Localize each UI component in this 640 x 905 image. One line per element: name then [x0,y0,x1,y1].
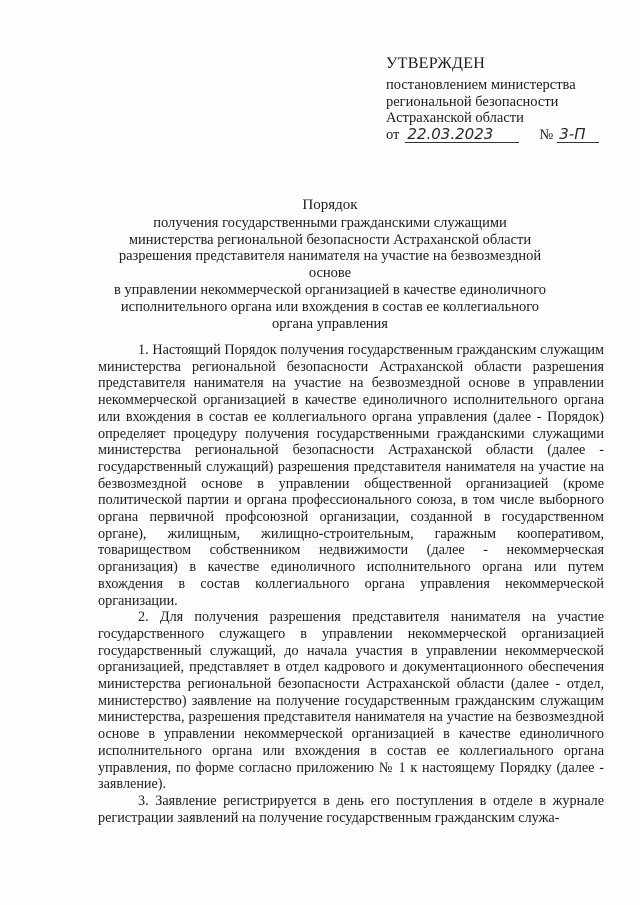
handwritten-date: 22.03.2023 [405,127,519,143]
document-body [98,342,604,826]
approval-line-1: постановлением министерства [386,76,576,93]
paragraph-1: 1. Настоящий Порядок получения государственным гражданским служащим министерства региональной безопасности Астраханской области разрешения представителя нанимателя на участие на безвозмездной основе в управлении некоммерческой организацией в качестве единоличного исполнительного органа или вхождения в состав ее коллегиального органа управления (далее - Порядок) определяет процедуру получения государственными гражданскими служащими министерства региональной безопасности Астраханской области (далее - государственный служащий) разрешения представителя нанимателя на участие на безвозмездной основе в управлении общественной организацией (кроме политической партии и органа профессионального союза, в том числе выборного органа первичной профсоюзной организации, созданной в государственном органе), жилищным, жилищно-строительным, гаражным кооперативом, товариществом собственником недвижимости (далее - некоммерческая организация) в качестве единоличного исполнительного органа или путем вхождения в состав коллегиального органа управления некоммерческой организации. [98,342,604,609]
from-label: от [386,127,400,144]
approval-stamp-block [386,56,626,144]
approval-line-2: региональной безопасности [386,93,559,110]
title-line: разрешения представителя нанимателя на участие на безвозмездной основе [118,248,542,282]
title-line: органа управления [272,315,388,332]
title-line: министерства региональной безопасности Астраханской области [128,231,532,248]
number-label: № [539,127,554,144]
approved-heading: УТВЕРЖДЕН [386,55,486,72]
title-heading: Порядок [302,197,358,213]
paragraph-2: 2. Для получения разрешения представителя нанимателя на участие государственного служащего в управлении некоммерческой организацией государственный служащий, до начала участия в управлении некоммерческой организацией, представляет в отдел кадрового и документационного обеспечения министерства региональной безопасности Астраханской области (далее - отдел, министерство) заявление на получение государственным гражданским служащим министерства, разрешения представителя нанимателя на участие на безвозмездной основе в управлении некоммерческой организацией в качестве единоличного исполнительного органа или вхождения в состав ее коллегиального органа управления, по форме согласно приложению № 1 к настоящему Порядку (далее - заявление). [98,609,604,793]
document-title [100,197,560,332]
title-line: получения государственными гражданскими служащими [153,214,507,231]
approval-line-3: Астраханской области [386,110,524,127]
title-line: в управлении некоммерческой организацией в качестве единоличного [113,281,547,298]
paragraph-3: 3. Заявление регистрируется в день его поступления в отделе в журнале регистрации заявлений на получение государственным гражданским служа- [98,792,604,826]
handwritten-number: 3-П [557,127,599,143]
approval-date-row [386,127,626,144]
title-line: исполнительного органа или вхождения в состав ее коллегиального [120,298,540,315]
